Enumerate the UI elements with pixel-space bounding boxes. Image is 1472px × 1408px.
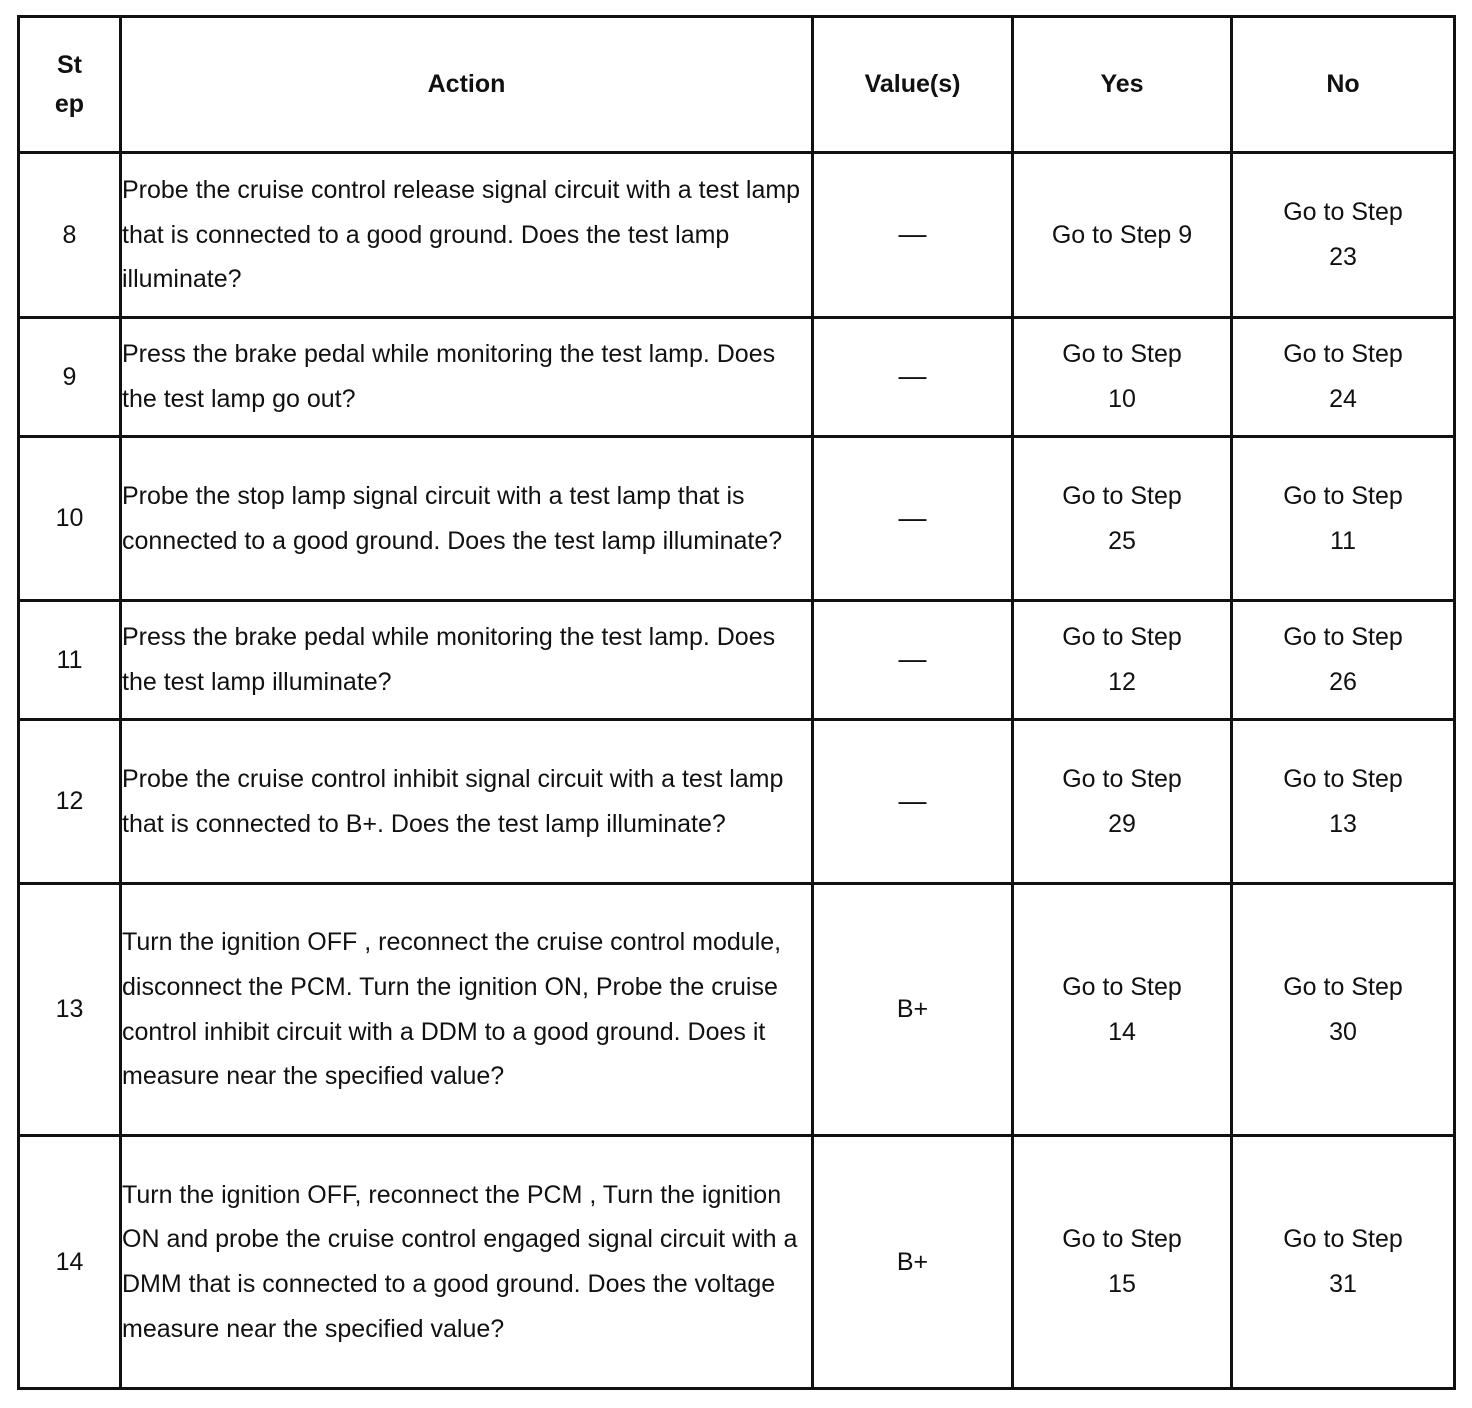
value-cell <box>813 884 1013 1136</box>
yes-cell <box>1013 1136 1232 1389</box>
table-row <box>19 720 1455 884</box>
yes-goto: Go to Step <box>1062 1225 1182 1254</box>
yes-goto-step: 10 <box>1108 385 1136 413</box>
action-text: Turn the ignition OFF, reconnect the PCM , Turn the ignition ON and probe the cruise control engaged signal circuit with a DMM that is connected to a good ground. Does the voltage measure near the specified value? <box>121 1136 813 1389</box>
yes-cell <box>1013 153 1232 318</box>
step-number: 11 <box>19 601 121 720</box>
yes-cell <box>1013 318 1232 437</box>
header-no: No <box>1232 17 1455 153</box>
value-text: — <box>898 784 927 816</box>
no-cell <box>1232 437 1455 601</box>
no-goto-step: 24 <box>1329 385 1357 413</box>
value-text: — <box>898 218 927 250</box>
no-goto: Go to Step <box>1283 481 1403 510</box>
step-number: 12 <box>19 720 121 884</box>
yes-goto: Go to Step <box>1062 972 1182 1001</box>
value-cell <box>813 720 1013 884</box>
value-cell <box>813 437 1013 601</box>
value-text: B+ <box>896 995 929 1024</box>
no-goto: Go to Step <box>1283 623 1403 652</box>
no-cell <box>1232 720 1455 884</box>
no-goto: Go to Step <box>1283 340 1403 369</box>
action-text: Probe the cruise control release signal circuit with a test lamp that is connected to a good ground. Does the test lamp illuminate? <box>121 153 813 318</box>
no-cell <box>1232 1136 1455 1389</box>
table-row <box>19 601 1455 720</box>
yes-cell <box>1013 720 1232 884</box>
step-number: 8 <box>19 153 121 318</box>
no-goto-step: 31 <box>1329 1270 1357 1298</box>
no-cell <box>1232 153 1455 318</box>
action-text: Press the brake pedal while monitoring the test lamp. Does the test lamp go out? <box>121 318 813 437</box>
no-goto-step: 26 <box>1329 668 1357 696</box>
no-cell <box>1232 601 1455 720</box>
action-text: Probe the cruise control inhibit signal circuit with a test lamp that is connected to B+. Does the test lamp illuminate? <box>121 720 813 884</box>
yes-goto-step: 15 <box>1108 1270 1136 1298</box>
no-goto: Go to Step <box>1283 972 1403 1001</box>
header-values: Value(s) <box>813 17 1013 153</box>
yes-cell <box>1013 884 1232 1136</box>
no-goto: Go to Step <box>1283 1225 1403 1254</box>
diagnostic-table <box>17 15 1456 1390</box>
no-goto: Go to Step <box>1283 764 1403 793</box>
value-text: B+ <box>896 1247 929 1276</box>
value-cell <box>813 318 1013 437</box>
table-row <box>19 153 1455 318</box>
table-row <box>19 884 1455 1136</box>
value-cell <box>813 153 1013 318</box>
table-row <box>19 437 1455 601</box>
value-text: — <box>898 501 927 533</box>
table-row <box>19 318 1455 437</box>
yes-goto: Go to Step <box>1062 764 1182 793</box>
no-goto-step: 13 <box>1329 809 1357 838</box>
yes-goto: Go to Step <box>1062 481 1182 510</box>
value-cell <box>813 601 1013 720</box>
no-goto-step: 30 <box>1329 1017 1357 1046</box>
yes-goto: Go to Step 9 <box>1051 220 1193 249</box>
value-text: — <box>898 643 927 675</box>
action-text: Probe the stop lamp signal circuit with a test lamp that is connected to a good ground. Does the test lamp illuminate? <box>121 437 813 601</box>
yes-goto-step: 12 <box>1108 668 1136 696</box>
yes-cell <box>1013 601 1232 720</box>
step-number: 14 <box>19 1136 121 1389</box>
header-action: Action <box>121 17 813 153</box>
header-step: St ep <box>19 17 121 153</box>
value-cell <box>813 1136 1013 1389</box>
no-goto-step: 23 <box>1329 243 1357 271</box>
header-row <box>19 17 1455 153</box>
value-text: — <box>898 360 927 392</box>
table-row <box>19 1136 1455 1389</box>
yes-goto: Go to Step <box>1062 623 1182 652</box>
step-number: 10 <box>19 437 121 601</box>
yes-goto-step: 25 <box>1108 526 1136 555</box>
header-yes: Yes <box>1013 17 1232 153</box>
action-text: Press the brake pedal while monitoring the test lamp. Does the test lamp illuminate? <box>121 601 813 720</box>
no-goto-step: 11 <box>1330 526 1356 555</box>
step-number: 13 <box>19 884 121 1136</box>
no-cell <box>1232 318 1455 437</box>
yes-goto-step: 14 <box>1108 1017 1136 1046</box>
yes-goto: Go to Step <box>1062 340 1182 369</box>
no-goto: Go to Step <box>1283 198 1403 227</box>
action-text: Turn the ignition OFF , reconnect the cruise control module, disconnect the PCM. Turn the ignition ON, Probe the cruise control inhibit circuit with a DDM to a good ground. Does it measure near the specified value? <box>121 884 813 1136</box>
no-cell <box>1232 884 1455 1136</box>
step-number: 9 <box>19 318 121 437</box>
yes-cell <box>1013 437 1232 601</box>
yes-goto-step: 29 <box>1108 809 1136 838</box>
